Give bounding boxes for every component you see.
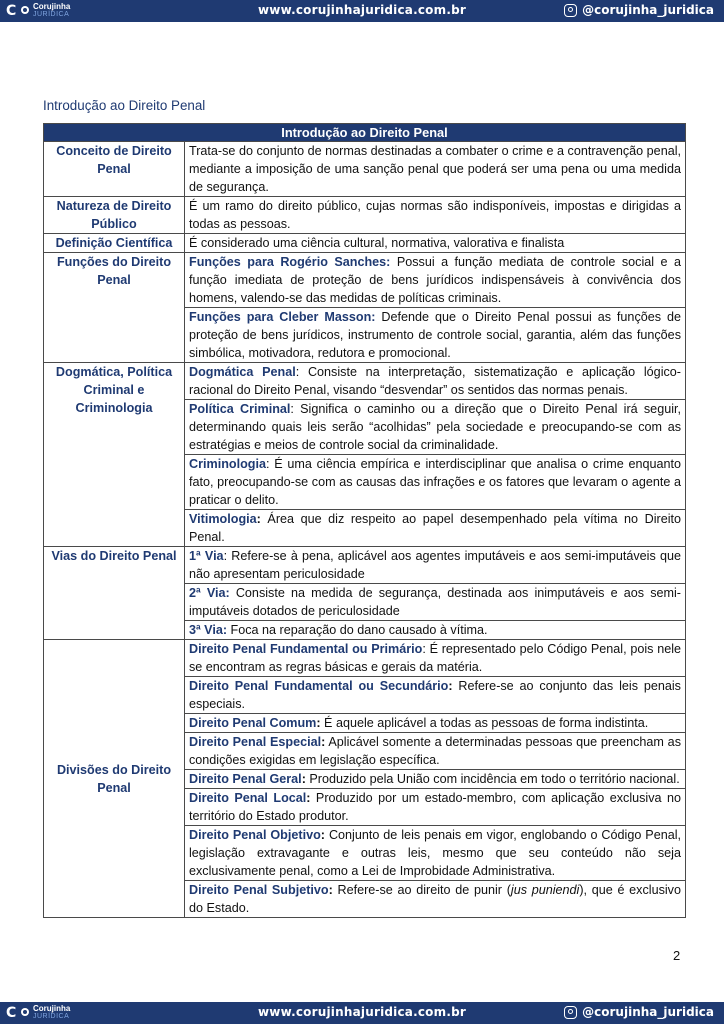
definition: Refere-se à pena, aplicável aos agentes imputáveis e aos semi-imputáveis que não apresentam periculosidade xyxy=(189,549,681,581)
definition-end: ), que é exclusivo do Estado. xyxy=(189,883,681,915)
definition: Refere-se ao direito de punir ( xyxy=(332,883,511,897)
separator: : xyxy=(316,716,321,730)
term: Funções para Rogério Sanches: xyxy=(189,255,391,269)
table-row xyxy=(44,197,686,234)
footer-bar xyxy=(0,1002,724,1024)
cell-divisoes-4 xyxy=(185,770,686,789)
instagram-handle[interactable] xyxy=(564,1005,714,1019)
row-text-natureza: É um ramo do direito público, cujas normas são indisponíveis, impostas e dirigidas a todas as pessoas. xyxy=(185,197,686,234)
page-heading: Introdução ao Direito Penal xyxy=(43,98,206,113)
brand-subtitle: JURÍDICA xyxy=(33,11,70,18)
term: Direito Penal Local xyxy=(189,791,307,805)
definition: Produzido por um estado-membro, com aplicação exclusiva no território do Estado produtor. xyxy=(189,791,681,823)
cell-funcoes-0 xyxy=(185,253,686,308)
cell-dogmatica-1 xyxy=(185,400,686,455)
row-label-dogmatica: Dogmática, Política Criminal e Criminologia xyxy=(44,363,185,547)
table-row xyxy=(44,363,686,400)
brand-name: Corujinha xyxy=(33,2,71,11)
row-label-vias: Vias do Direito Penal xyxy=(44,547,185,640)
definition: Conjunto de leis penais em vigor, englobando o Código Penal, legislação extravagante e outras leis, mesmo que seu conteúdo não seja exclusivamente penal, como a Lei de Improbidade Administrativa. xyxy=(189,828,681,878)
row-label-conceito: Conceito de Direito Penal xyxy=(44,142,185,197)
table-row xyxy=(44,142,686,197)
cell-divisoes-0 xyxy=(185,640,686,677)
term: Dogmática Penal xyxy=(189,365,296,379)
content-table xyxy=(43,123,686,918)
row-label-natureza: Natureza de Direito Público xyxy=(44,197,185,234)
table-row xyxy=(44,234,686,253)
separator: : xyxy=(321,735,326,749)
cell-vias-2 xyxy=(185,621,686,640)
row-label-funcoes: Funções do Direito Penal xyxy=(44,253,185,363)
term: 2ª Via: xyxy=(189,586,230,600)
cell-dogmatica-0 xyxy=(185,363,686,400)
brand-subtitle: JURÍDICA xyxy=(33,1013,70,1020)
definition: Aplicável somente a determinadas pessoas que preencham as condições exigidas em legislação específica. xyxy=(189,735,681,767)
definition: Refere-se ao conjunto das leis penais especiais. xyxy=(189,679,681,711)
instagram-icon xyxy=(564,4,577,17)
definition: Foca na reparação do dano causado à vítima. xyxy=(227,623,488,637)
row-text-definicao: É considerado uma ciência cultural, normativa, valorativa e finalista xyxy=(185,234,686,253)
row-text-conceito: Trata-se do conjunto de normas destinadas a combater o crime e a contravenção penal, mediante a imposição de uma sanção penal que poderá ser uma pena ou uma medida de segurança. xyxy=(185,142,686,197)
row-label-divisoes: Divisões do Direito Penal xyxy=(44,640,185,918)
definition: É uma ciência empírica e interdisciplinar que analisa o crime enquanto fato, preocupando-se com as causas das infrações e os fatores que levaram o agente a praticar o delito. xyxy=(189,457,681,507)
term: Funções para Cleber Masson: xyxy=(189,310,376,324)
site-url[interactable]: www.corujinhajuridica.com.br xyxy=(258,1005,466,1019)
brand-name: Corujinha xyxy=(33,1004,71,1013)
header-bar xyxy=(0,0,724,22)
separator: : xyxy=(448,679,453,693)
separator: : xyxy=(320,828,325,842)
separator: : xyxy=(223,549,228,563)
cell-dogmatica-3 xyxy=(185,510,686,547)
table-row xyxy=(44,253,686,308)
separator: : xyxy=(290,402,294,416)
term: Política Criminal xyxy=(189,402,291,416)
term: Vitimologia xyxy=(189,512,257,526)
term: Direito Penal Comum xyxy=(189,716,317,730)
definition: Área que diz respeito ao papel desempenhado pela vítima no Direito Penal. xyxy=(189,512,681,544)
cell-divisoes-6 xyxy=(185,826,686,881)
cell-divisoes-3 xyxy=(185,733,686,770)
separator: : xyxy=(265,457,270,471)
definition: É aquele aplicável a todas as pessoas de forma indistinta. xyxy=(320,716,649,730)
definition: É representado pelo Código Penal, pois nele se encontram as regras básicas e gerais da matéria. xyxy=(189,642,682,674)
definition: Consiste na interpretação, sistematização e aplicação lógico-racional do Direito Penal, visando “desvendar” os sentidos das normas penais. xyxy=(189,365,681,397)
cell-divisoes-2 xyxy=(185,714,686,733)
instagram-label: @corujinha_juridica xyxy=(582,3,714,17)
term: 1ª Via xyxy=(189,549,224,563)
separator: : xyxy=(295,365,300,379)
term: Direito Penal Objetivo xyxy=(189,828,321,842)
definition: Consiste na medida de segurança, destinada aos inimputáveis e aos semi-imputáveis dotados de periculosidade xyxy=(189,586,681,618)
instagram-handle[interactable] xyxy=(564,3,714,17)
term: Direito Penal Especial xyxy=(189,735,322,749)
cell-vias-1 xyxy=(185,584,686,621)
separator: : xyxy=(422,642,426,656)
table-row xyxy=(44,640,686,677)
definition: Defende que o Direito Penal possui as funções de proteção de bens jurídicos, instrumento de controle social, garantia, além das funções simbólica, motivadora, redutora e promocional. xyxy=(189,310,681,360)
term: Direito Penal Subjetivo xyxy=(189,883,329,897)
cell-dogmatica-2 xyxy=(185,455,686,510)
separator: : xyxy=(306,791,311,805)
term: Direito Penal Geral xyxy=(189,772,302,786)
owl-logo-icon: C xyxy=(6,1005,30,1022)
table-title: Introdução ao Direito Penal xyxy=(44,124,686,142)
definition: Possui a função mediata de controle social e a função imediata de proteção de bens jurídicos indispensáveis à convivência dos homens, valendo-se das medidas de políticas criminais. xyxy=(189,255,681,305)
separator: : xyxy=(328,883,333,897)
term: Direito Penal Fundamental ou Primário xyxy=(189,642,423,656)
page-number: 2 xyxy=(673,948,681,963)
table-row xyxy=(44,547,686,584)
site-url[interactable]: www.corujinhajuridica.com.br xyxy=(258,3,466,17)
cell-divisoes-7 xyxy=(185,881,686,918)
cell-divisoes-1 xyxy=(185,677,686,714)
owl-logo-icon: C xyxy=(6,3,30,20)
latin-term: jus puniendi xyxy=(510,883,580,897)
instagram-icon xyxy=(564,1006,577,1019)
instagram-label: @corujinha_juridica xyxy=(582,1005,714,1019)
cell-funcoes-1 xyxy=(185,308,686,363)
term: 3ª Via: xyxy=(189,623,228,637)
separator: : xyxy=(301,772,306,786)
term: Direito Penal Fundamental ou Secundário xyxy=(189,679,449,693)
definition: Significa o caminho ou a direção que o Direito Penal irá seguir, determinando quais leis serão “acolhidas” pela sociedade e preocupando-se com as estratégias e meios de controle social da criminalidade. xyxy=(189,402,681,452)
cell-divisoes-5 xyxy=(185,789,686,826)
definition: Produzido pela União com incidência em todo o território nacional. xyxy=(305,772,680,786)
row-label-definicao: Definição Científica xyxy=(44,234,185,253)
separator: : xyxy=(256,512,261,526)
term: Criminologia xyxy=(189,457,266,471)
cell-vias-0 xyxy=(185,547,686,584)
